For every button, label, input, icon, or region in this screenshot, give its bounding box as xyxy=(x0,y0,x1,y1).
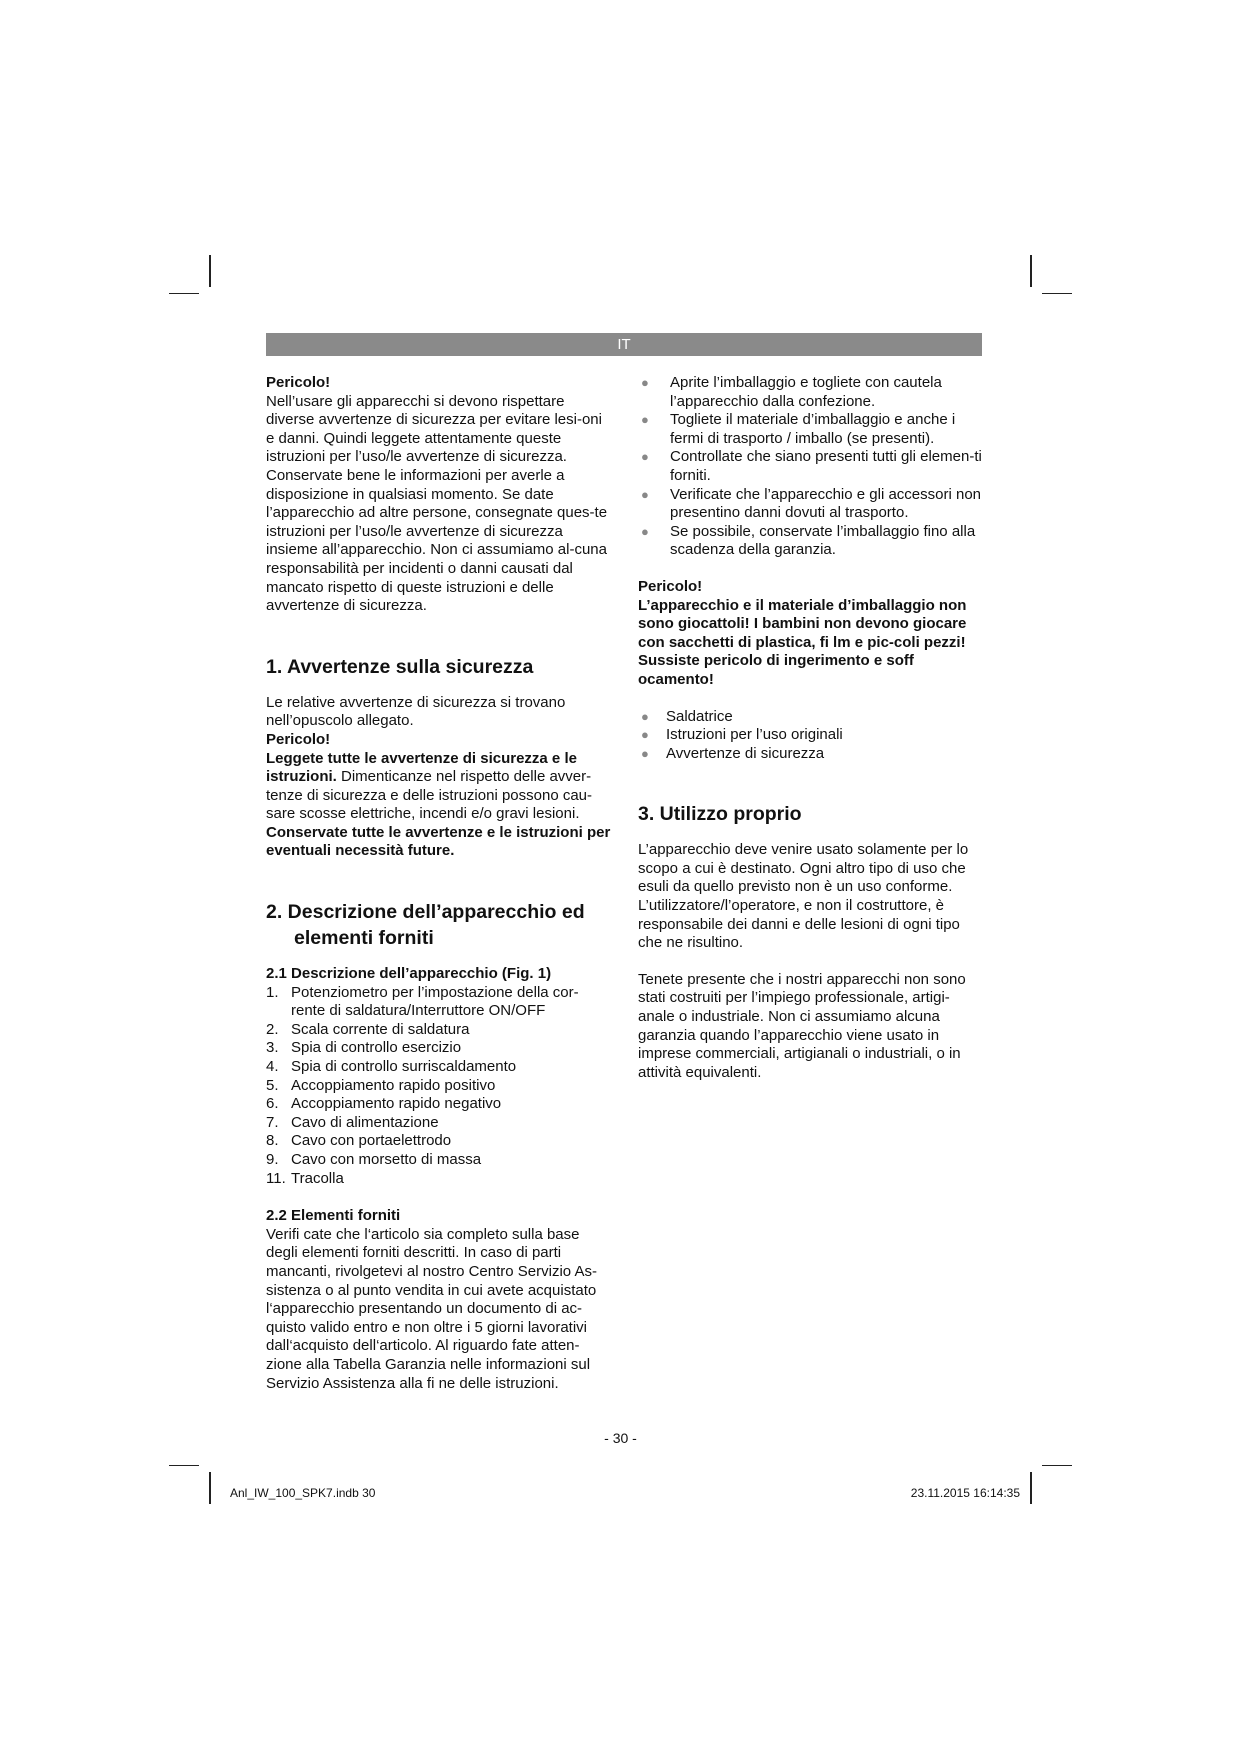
list-text: Saldatrice xyxy=(666,707,733,725)
left-column xyxy=(266,374,611,1393)
bullet-icon: ● xyxy=(641,375,649,390)
page-number: - 30 - xyxy=(604,1430,637,1446)
list-item xyxy=(638,708,983,727)
list-item xyxy=(266,1039,611,1058)
crop-mark xyxy=(1042,1465,1072,1466)
intro-paragraph: Nell’usare gli apparecchi si devono rispettare diverse avvertenze di sicurezza per evitare lesi-oni e danni. Quindi leggete attentamente queste istruzioni per l’uso/le avvertenze di sicurezza. Conservate bene le informazioni per averle a disposizione in qualsiasi momento. Se date l’apparecchio ad altre persone, consegnate ques-te istruzioni per l’uso/le avvertenze di sicurezza insieme all’apparecchio. Non ci assumiamo al-cuna responsabilità per incidenti o danni causati dal mancato rispetto di queste istruzioni e delle avvertenze di sicurezza. xyxy=(266,392,608,615)
list-number: 7. xyxy=(266,1113,279,1131)
list-item xyxy=(266,1170,611,1189)
list-text: Istruzioni per l’uso originali xyxy=(666,726,843,744)
bullet-icon: ● xyxy=(641,708,649,724)
supplied-paragraph: Verifi cate che l‘articolo sia completo sulla base degli elementi forniti descritti. In caso di parti mancanti, rivolgetevi al nostro Centro Servizio As-sistenza o al punto vendita in cui avete acquistato l‘apparecchio presentando un documento di ac-quisto valido entro e non oltre i 5 giorni lavorativi dall‘acquisto dell‘articolo. Al riguardo fate atten-zione alla Tabella Garanzia nelle informazioni sul Servizio Assistenza alla fi ne delle istruzioni. xyxy=(266,1225,597,1392)
list-item xyxy=(266,1114,611,1133)
list-number: 6. xyxy=(266,1095,279,1113)
crop-mark xyxy=(209,255,211,287)
subsection-heading-description: 2.1 Descrizione dell’apparecchio (Fig. 1) xyxy=(266,965,552,983)
subsection-heading-supplied: 2.2 Elementi forniti xyxy=(266,1207,401,1225)
crop-mark xyxy=(209,1472,211,1504)
list-item xyxy=(266,1095,611,1114)
list-item xyxy=(266,1132,611,1151)
list-item xyxy=(266,1151,611,1170)
list-item xyxy=(266,1058,611,1077)
list-item xyxy=(638,374,983,411)
list-item xyxy=(638,411,983,448)
list-number: 4. xyxy=(266,1058,279,1076)
list-text: Potenziometro per l’impostazione della cor-rente di saldatura/Interruttore ON/OFF xyxy=(291,983,579,1020)
safety-bold-lead: Leggete tutte le avvertenze di sicurezza e le istruzioni. xyxy=(266,749,577,786)
unpacking-list xyxy=(638,374,983,560)
section-heading-description: 2. Descrizione dell’apparecchio ed elementi forniti xyxy=(266,901,585,950)
list-text: Avvertenze di sicurezza xyxy=(666,744,825,762)
intended-use-paragraph-1: L’apparecchio deve venire usato solamente per lo scopo a cui è destinato. Ogni altro tipo di uso che esuli da quello previsto non è un uso conforme. L’utilizzatore/l’operatore, e non il costruttore, è responsabile dei danni e delle lesioni di ogni tipo che ne risultino. xyxy=(638,841,969,952)
list-text: Se possibile, conservate l’imballaggio fino alla scadenza della garanzia. xyxy=(670,522,976,559)
list-number: 9. xyxy=(266,1151,279,1168)
list-number: 11. xyxy=(266,1169,286,1187)
warning-title: Pericolo! xyxy=(638,577,703,595)
section-heading-safety: 1. Avvertenze sulla sicurezza xyxy=(266,655,534,678)
safety-normal-text: Dimenticanze nel rispetto delle avver-tenze di sicurezza e delle istruzioni possono cau-sare scosse elettriche, incendi e/o gravi lesioni. xyxy=(266,768,593,823)
bullet-icon: ● xyxy=(641,449,649,465)
safety-paragraph xyxy=(266,750,611,824)
list-item xyxy=(266,1021,611,1040)
list-text: Cavo di alimentazione xyxy=(291,1113,439,1131)
safety-danger-title: Pericolo! xyxy=(266,730,331,748)
list-text: Spia di controllo esercizio xyxy=(291,1039,462,1057)
language-bar: IT xyxy=(266,333,982,356)
list-number: 3. xyxy=(266,1039,279,1057)
list-text: Accoppiamento rapido positivo xyxy=(291,1076,496,1094)
list-item xyxy=(638,745,983,764)
list-item xyxy=(266,1077,611,1096)
list-text: Togliete il materiale d’imballaggio e anche i fermi di trasporto / imballo (se presenti). xyxy=(670,411,956,447)
list-item xyxy=(638,448,983,485)
crop-mark xyxy=(1030,255,1032,287)
danger-title: Pericolo! xyxy=(266,374,331,391)
safety-text: Le relative avvertenze di sicurezza si trovano nell’opuscolo allegato. xyxy=(266,693,566,730)
list-text: Cavo con morsetto di massa xyxy=(291,1151,482,1168)
bullet-icon: ● xyxy=(641,727,649,743)
supplied-items-list xyxy=(638,708,983,764)
list-text: Aprite l’imballaggio e togliete con cautela l’apparecchio dalla confezione. xyxy=(670,374,942,410)
bullet-icon: ● xyxy=(641,523,649,539)
list-number: 5. xyxy=(266,1076,279,1094)
crop-mark xyxy=(1042,293,1072,294)
list-text: Tracolla xyxy=(291,1169,344,1187)
date-slug: 23.11.2015 16:14:35 xyxy=(910,1486,1020,1500)
list-number: 2. xyxy=(266,1020,279,1038)
list-number: 1. xyxy=(266,983,279,1001)
crop-mark xyxy=(1030,1472,1032,1504)
bullet-icon: ● xyxy=(641,486,649,502)
right-column xyxy=(638,374,983,1082)
list-number: 8. xyxy=(266,1132,279,1150)
bullet-icon: ● xyxy=(641,412,649,428)
list-item xyxy=(638,486,983,523)
list-text: Scala corrente di saldatura xyxy=(291,1020,470,1038)
list-item xyxy=(638,726,983,745)
parts-list xyxy=(266,984,611,1189)
crop-mark xyxy=(169,1465,199,1466)
safety-keep-note: Conservate tutte le avvertenze e le istruzioni per eventuali necessità future. xyxy=(266,823,611,860)
list-text: Cavo con portaelettrodo xyxy=(291,1132,452,1150)
crop-mark xyxy=(169,293,199,294)
list-text: Verificate che l’apparecchio e gli accessori non presentino danni dovuti al trasporto. xyxy=(670,485,982,522)
warning-text: L’apparecchio e il materiale d’imballaggio non sono giocattoli! I bambini non devono giocare con sacchetti di plastica, fi lm e pic-coli pezzi! Sussiste pericolo di ingerimento e soff ocamento! xyxy=(638,596,967,688)
list-item xyxy=(266,984,611,1021)
list-text: Controllate che siano presenti tutti gli elemen-ti forniti. xyxy=(670,448,982,484)
file-slug: Anl_IW_100_SPK7.indb 30 xyxy=(230,1486,376,1500)
list-text: Spia di controllo surriscaldamento xyxy=(291,1058,517,1076)
list-item xyxy=(638,523,983,560)
bullet-icon: ● xyxy=(641,745,649,761)
intended-use-paragraph-2: Tenete presente che i nostri apparecchi non sono stati costruiti per l’impiego professionale, artigi-anale o industriale. Non ci assumiamo alcuna garanzia quando l’apparecchio viene usato in imprese commerciali, artigianali o industriali, o in attività equivalenti. xyxy=(638,970,966,1081)
list-text: Accoppiamento rapido negativo xyxy=(291,1095,502,1113)
section-heading-intended-use: 3. Utilizzo proprio xyxy=(638,803,802,826)
